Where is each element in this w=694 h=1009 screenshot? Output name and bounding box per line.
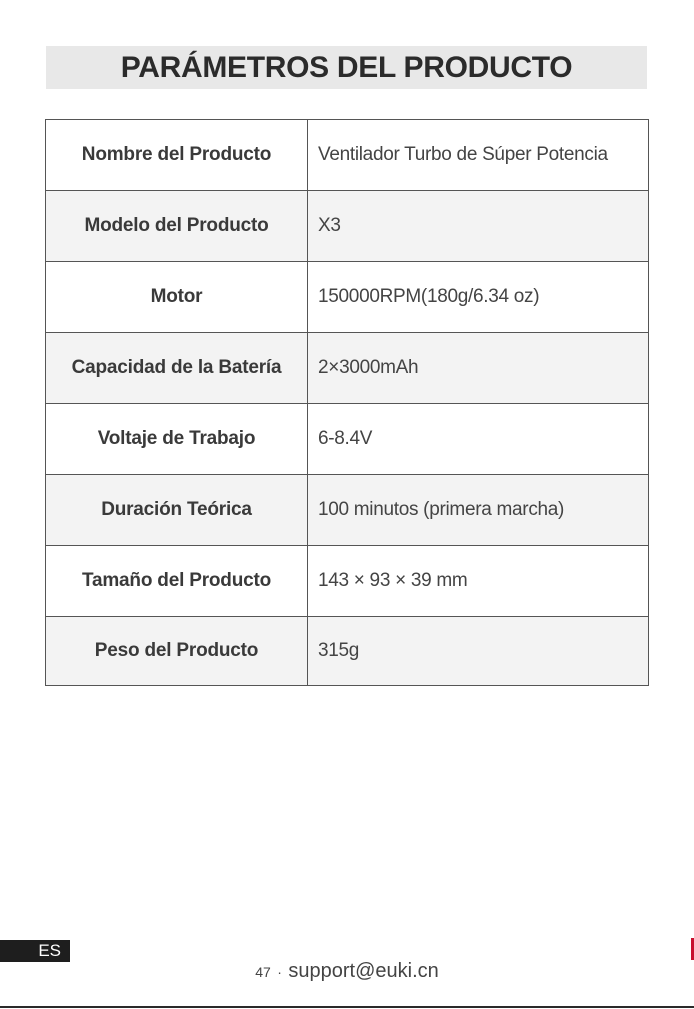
table-row bbox=[46, 546, 649, 617]
spec-value: X3 bbox=[308, 191, 649, 262]
spec-label: Modelo del Producto bbox=[46, 191, 308, 262]
language-label: ES bbox=[38, 941, 61, 960]
table-row bbox=[46, 475, 649, 546]
table-row bbox=[46, 191, 649, 262]
bottom-divider bbox=[0, 1006, 694, 1008]
spec-label: Nombre del Producto bbox=[46, 120, 308, 191]
language-tab bbox=[0, 940, 70, 962]
spec-value: 100 minutos (primera marcha) bbox=[308, 475, 649, 546]
spec-value: 2×3000mAh bbox=[308, 333, 649, 404]
footer-separator: · bbox=[277, 964, 282, 980]
spec-label: Capacidad de la Batería bbox=[46, 333, 308, 404]
support-email: support@euki.cn bbox=[288, 960, 439, 982]
table-row bbox=[46, 404, 649, 475]
spec-label: Voltaje de Trabajo bbox=[46, 404, 308, 475]
title-banner bbox=[46, 46, 647, 89]
table-row bbox=[46, 333, 649, 404]
spec-value: 143 × 93 × 39 mm bbox=[308, 546, 649, 617]
page-title: PARÁMETROS DEL PRODUCTO bbox=[120, 50, 573, 84]
table-row bbox=[46, 262, 649, 333]
table-row bbox=[46, 120, 649, 191]
spec-value: 150000RPM(180g/6.34 oz) bbox=[308, 262, 649, 333]
spec-label: Tamaño del Producto bbox=[46, 546, 308, 617]
page-number: 47 bbox=[255, 964, 271, 980]
spec-value: 6-8.4V bbox=[308, 404, 649, 475]
spec-label: Peso del Producto bbox=[46, 617, 308, 686]
product-specs-table bbox=[45, 119, 649, 686]
spec-value: Ventilador Turbo de Súper Potencia bbox=[308, 120, 649, 191]
table-row bbox=[46, 617, 649, 686]
spec-label: Motor bbox=[46, 262, 308, 333]
spec-value: 315g bbox=[308, 617, 649, 686]
spec-label: Duración Teórica bbox=[46, 475, 308, 546]
page-footer bbox=[0, 960, 694, 983]
